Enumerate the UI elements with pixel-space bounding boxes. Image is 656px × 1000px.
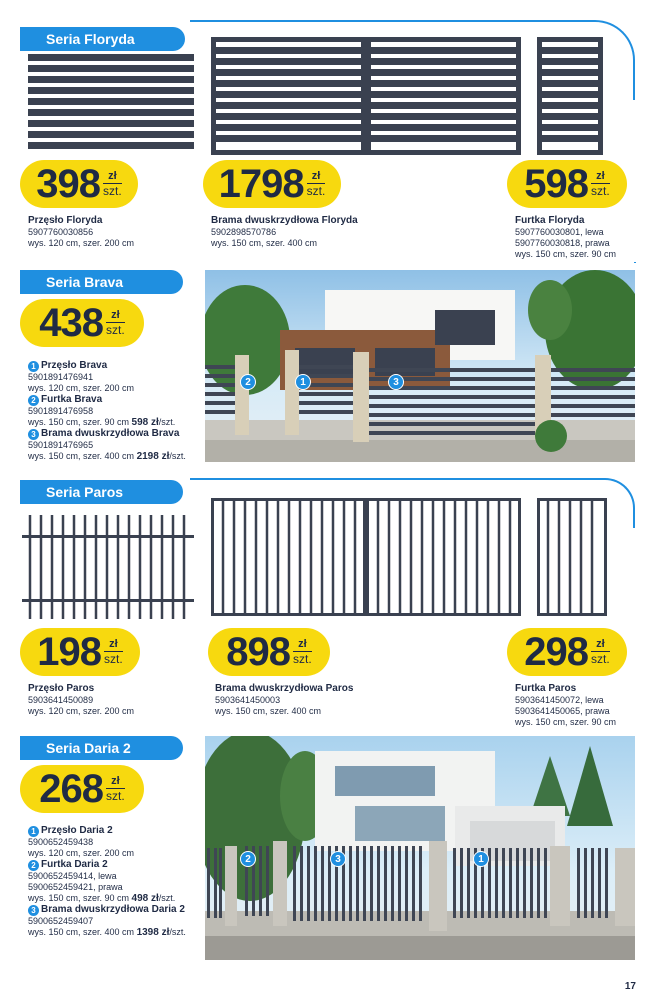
price-badge-daria: 268 zł szt.: [20, 765, 144, 813]
brava-house-photo: [205, 270, 635, 462]
price-badge-floryda-panel: 398 zł szt.: [20, 160, 138, 208]
price-badge-paros-gate: 898 zł szt.: [208, 628, 330, 676]
callout-marker: 2: [240, 374, 256, 390]
decorative-frame-daria: [190, 734, 191, 735]
callout-marker: 3: [388, 374, 404, 390]
product-info-paros-wicket: Furtka Paros 5903641450072, lewa 5903641450065, prawa wys. 150 cm, szer. 90 cm: [515, 683, 617, 727]
paros-panel-image: [22, 515, 194, 619]
list-item: 3 Brama dwuskrzydłowa Daria 2: [28, 904, 198, 916]
list-item: 2 Furtka Daria 2: [28, 859, 198, 871]
price-badge-brava: 438 zł szt.: [20, 299, 144, 347]
price-badge-paros-wicket: 298 zł szt.: [507, 628, 627, 676]
product-info-paros-panel: Przęsło Paros 5903641450089 wys. 120 cm, szer. 200 cm: [28, 683, 135, 716]
series-title-floryda: Seria Floryda: [20, 27, 185, 51]
floryda-panel-image: [28, 54, 194, 154]
page-number: 17: [624, 981, 636, 992]
decorative-frame-brava: [200, 262, 636, 263]
floryda-gate-image: [211, 37, 521, 155]
callout-marker: 2: [240, 851, 256, 867]
series-title-paros: Seria Paros: [20, 480, 183, 504]
product-info-floryda-gate: Brama dwuskrzydłowa Floryda 5902898570786 wys. 150 cm, szer. 400 cm: [211, 215, 358, 248]
list-item: 3 Brama dwuskrzydłowa Brava: [28, 428, 186, 440]
callout-marker: 3: [330, 851, 346, 867]
callout-marker: 1: [473, 851, 489, 867]
series-title-brava: Seria Brava: [20, 270, 183, 294]
list-item: 1 Przęsło Daria 2: [28, 825, 198, 837]
paros-wicket-image: [537, 498, 607, 616]
list-item: 2 Furtka Brava: [28, 394, 186, 406]
floryda-wicket-image: [537, 37, 603, 155]
list-item: 1 Przęsło Brava: [28, 360, 186, 372]
product-info-floryda-panel: Przęsło Floryda 5907760030856 wys. 120 cm, szer. 200 cm: [28, 215, 135, 248]
series-title-daria: Seria Daria 2: [20, 736, 183, 760]
product-info-paros-gate: Brama dwuskrzydłowa Paros 5903641450003 wys. 150 cm, szer. 400 cm: [215, 683, 354, 716]
paros-gate-image: [211, 498, 521, 616]
callout-marker: 1: [295, 374, 311, 390]
product-list-daria: 1 Przęsło Daria 2 5900652459438 wys. 120 cm, szer. 200 cm 2 Furtka Daria 2 5900652459414, lewa 5900652459421, prawa wys. 150 cm, szer. 90 cm 498 zł/szt. 3 Brama dwuskrzydłowa Daria 2 5900652459407 wys. 150 cm, szer. 400 cm 1398 zł/szt.: [28, 825, 198, 938]
price-badge-floryda-wicket: 598 zł szt.: [507, 160, 627, 208]
product-info-floryda-wicket: Furtka Floryda 5907760030801, lewa 5907760030818, prawa wys. 150 cm, szer. 90 cm: [515, 215, 617, 259]
price-badge-paros-panel: 198 zł szt.: [20, 628, 140, 676]
product-list-brava: 1 Przęsło Brava 5901891476941 wys. 120 cm, szer. 200 cm 2 Furtka Brava 5901891476958 wys. 150 cm, szer. 90 cm 598 zł/szt. 3 Brama dwuskrzydłowa Brava 5901891476965 wys. 150 cm, szer. 400 cm 2198 zł/szt.: [28, 360, 186, 462]
daria-house-photo: [205, 736, 635, 960]
price-badge-floryda-gate: 1798 zł szt.: [203, 160, 341, 208]
